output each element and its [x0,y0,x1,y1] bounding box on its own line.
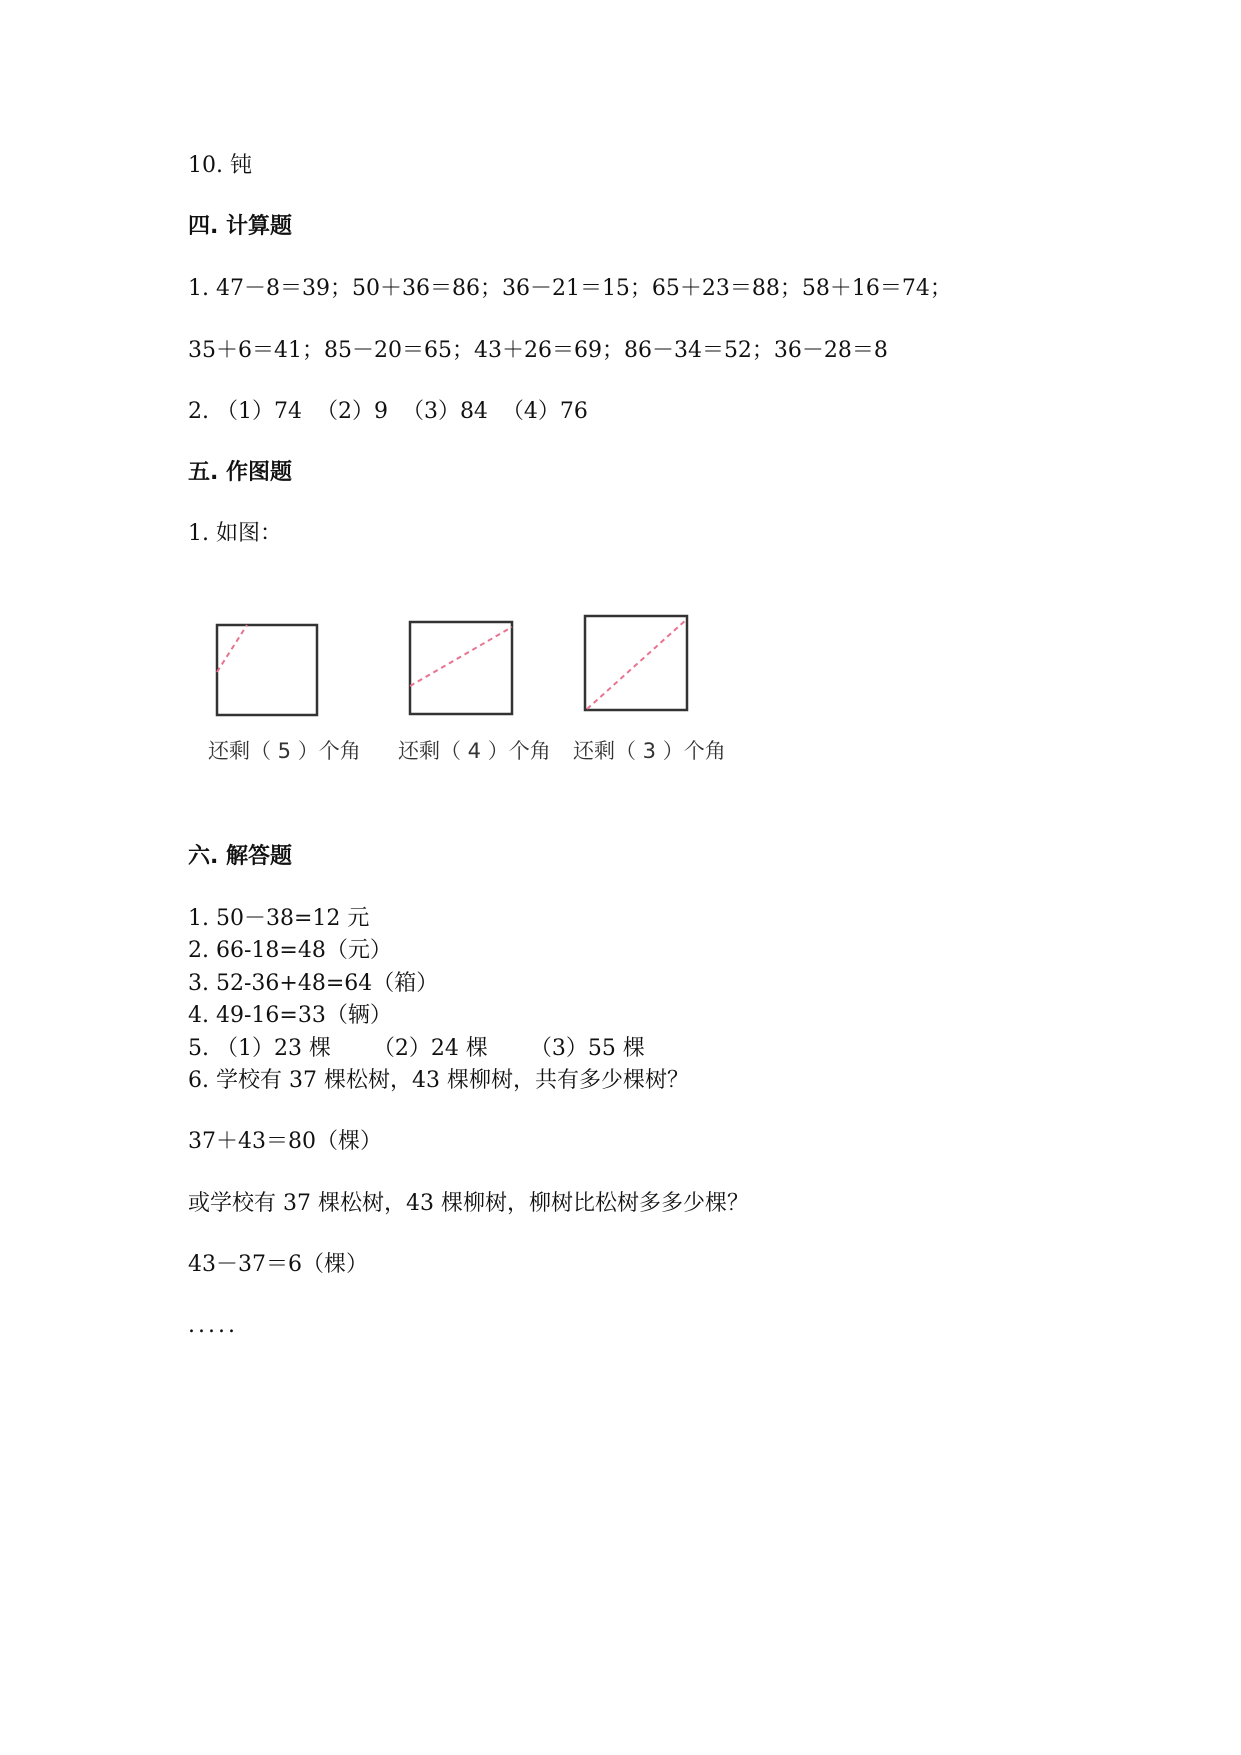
cut-line-2 [410,627,512,686]
cut-line-1 [217,625,247,672]
cut-corners-diagram [205,612,745,782]
section-heading-calculation: 四. 计算题 [188,214,293,239]
solution-answer-3: 3. 52-36+48=64（箱） [188,971,439,996]
calc-answer-1-line-1: 1. 47－8＝39；50＋36＝86；36－21＝15；65＋23＝88；58＋16＝74； [188,276,952,301]
solution-6-alternative: 或学校有 37 棵松树，43 棵柳树，柳树比松树多多少棵？ [188,1191,749,1216]
solution-answer-1: 1. 50－38=12 元 [188,906,370,931]
drawing-answer-1: 1. 如图： [188,521,282,546]
section-heading-drawing: 五. 作图题 [188,460,293,485]
calc-answer-1-line-2: 35＋6＝41；85－20＝65；43＋26＝69；86－34＝52；36－28＝8 [188,338,888,363]
ellipsis: ..... [188,1313,238,1338]
solution-answer-6: 6. 学校有 37 棵松树，43 棵柳树，共有多少棵树？ [188,1068,689,1093]
solution-answer-4: 4. 49-16=33（辆） [188,1003,392,1028]
figure-label-3: 还剩（ 3 ）个角 [573,739,726,763]
solution-answer-2: 2. 66-18=48（元） [188,938,392,963]
section-heading-solutions: 六. 解答题 [188,844,293,869]
answer-item-10: 10. 钝 [188,153,252,178]
calc-answer-2: 2. （1）74 （2）9 （3）84 （4）76 [188,399,588,424]
solution-6-calc-2: 43－37＝6（棵） [188,1252,368,1277]
solution-answer-5: 5. （1）23 棵 （2）24 棵 （3）55 棵 [188,1036,645,1061]
cut-line-3 [587,619,687,709]
square-1 [217,625,317,715]
figure-label-2: 还剩（ 4 ）个角 [398,739,551,763]
solution-6-calc-1: 37＋43＝80（棵） [188,1129,382,1154]
figure-label-1: 还剩（ 5 ）个角 [208,739,361,763]
cut-corners-figure [205,612,745,782]
